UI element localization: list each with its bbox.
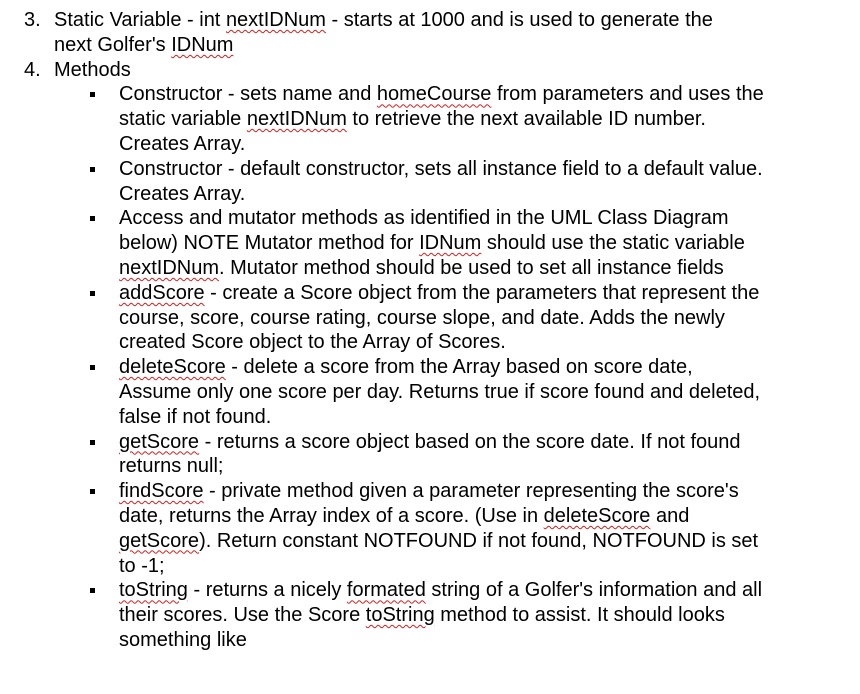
flagged-word: IDNum — [171, 33, 234, 56]
flagged-word: nextIDNum — [246, 108, 347, 131]
section-text: Static Variable - int nextIDNum - starts at 1000 and is used to generate the next Golfer's IDNum — [54, 9, 713, 56]
bullet-square-icon — [90, 92, 95, 97]
section-methods — [0, 58, 754, 83]
flagged-word: toString — [119, 579, 188, 602]
flagged-word: homeCourse — [376, 83, 492, 106]
method-to-string: toString - returns a nicely formated string of a Golfer's information and all their scores. Use the Score toString method to assist. It should looks something like — [0, 578, 769, 652]
method-find-score: findScore - private method given a parameter representing the score's date, returns the Array index of a score. (Use in deleteScore and getScore). Return constant NOTFOUND if not found, NOTFOUND is set to -1; — [0, 479, 769, 578]
item-number: 4. — [24, 58, 41, 81]
flagged-word: getScore — [119, 430, 200, 453]
methods-list — [0, 82, 860, 652]
flagged-word: IDNum — [419, 232, 482, 255]
method-accessors-mutators: Access and mutator methods as identified in the UML Class Diagram below) NOTE Mutator method for IDNum should use the static variable nextIDNum. Mutator method should be used to set all instance fields — [0, 206, 769, 280]
bullet-square-icon — [90, 291, 95, 296]
bullet-square-icon — [90, 489, 95, 494]
bullet-square-icon — [90, 167, 95, 172]
flagged-word: deleteScore — [543, 504, 651, 527]
method-constructor-params: Constructor - sets name and homeCourse from parameters and uses the static variable nextIDNum to retrieve the next available ID number. Creates Array. — [0, 82, 769, 156]
flagged-word: findScore — [119, 480, 204, 503]
bullet-square-icon — [90, 440, 95, 445]
section-static-variable — [0, 8, 754, 58]
flagged-word: addScore — [119, 281, 205, 304]
bullet-square-icon — [90, 588, 95, 593]
bullet-square-icon — [90, 365, 95, 370]
flagged-word: toString — [365, 604, 435, 627]
method-get-score: getScore - returns a score object based on the score date. If not found returns null; — [0, 430, 769, 480]
flagged-word: formated — [346, 579, 426, 602]
document-body — [0, 8, 860, 653]
method-add-score: addScore - create a Score object from the parameters that represent the course, score, course rating, course slope, and date. Adds the newly created Score object to the Array of Scores. — [0, 281, 769, 355]
method-constructor-default: Constructor - default constructor, sets all instance field to a default value. Creates Array. — [0, 157, 769, 207]
flagged-word: deleteScore — [119, 356, 226, 379]
item-number: 3. — [24, 9, 41, 31]
method-delete-score: deleteScore - delete a score from the Array based on score date, Assume only one score per day. Returns true if score found and deleted, false if not found. — [0, 355, 769, 429]
section-heading: Methods — [54, 58, 131, 81]
flagged-word: nextIDNum — [119, 256, 220, 279]
bullet-square-icon — [90, 216, 95, 221]
flagged-word: getScore — [119, 529, 200, 552]
flagged-word: nextIDNum — [225, 9, 326, 31]
